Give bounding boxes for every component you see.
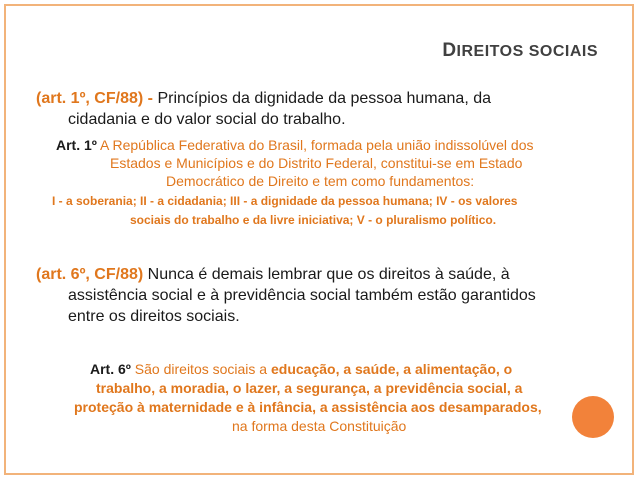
art6-intro: São direitos sociais a: [134, 361, 268, 377]
p2-reference: (art. 6º, CF/88): [36, 266, 144, 283]
p1-text-a: Princípios da dignidade da pessoa humana, da: [157, 90, 492, 107]
art1-line2: Estados e Municípios e do Distrito Federal, constitui-se em Estado: [110, 155, 523, 171]
art6-line4: na forma desta Constituição: [232, 418, 407, 434]
slide-border-right: [632, 4, 634, 475]
p1-reference: (art. 1º, CF/88) -: [36, 90, 153, 107]
art6-line3: proteção à maternidade e à infância, a assistência aos desamparados,: [74, 399, 542, 415]
p2-text-a: Nunca é demais lembrar que os direitos à saúde, à: [147, 266, 510, 283]
slide-title: [442, 40, 598, 62]
slide-border-bottom: [4, 473, 634, 475]
art1-line3: Democrático de Direito e tem como fundamentos:: [166, 173, 475, 189]
art1-line1: A República Federativa do Brasil, formada pela união indissolúvel dos: [100, 137, 534, 153]
article-1-incisos: [52, 192, 622, 230]
decorative-orange-circle: [572, 396, 614, 438]
art1-label: Art. 1º: [56, 137, 97, 153]
p1-text-b: cidadania e do valor social do trabalho.: [68, 111, 346, 128]
p2-text-b: assistência social e à previdência social também estão garantidos: [68, 287, 536, 304]
art6-label: Art. 6º: [90, 361, 131, 377]
slide-title-rest: IREITOS SOCIAIS: [456, 43, 598, 60]
p2-text-c: entre os direitos sociais.: [68, 308, 240, 325]
article-6-quote: [74, 360, 610, 436]
slide-title-initial: D: [442, 40, 457, 61]
art6-line1-bold: educação, a saúde, a alimentação, o: [270, 361, 513, 377]
paragraph-art6-summary: [36, 264, 616, 327]
incisos-line2: sociais do trabalho e da livre iniciativa; V - o pluralismo político.: [130, 213, 497, 227]
article-1-quote: [56, 136, 616, 190]
art6-line2: trabalho, a moradia, o lazer, a segurança, a previdência social, a: [96, 380, 523, 396]
paragraph-art1-summary: [36, 88, 596, 130]
slide-border-top: [4, 4, 634, 6]
incisos-line1: I - a soberania; II - a cidadania; III - a dignidade da pessoa humana; IV - os valores: [52, 194, 518, 208]
slide-border-left: [4, 4, 6, 475]
